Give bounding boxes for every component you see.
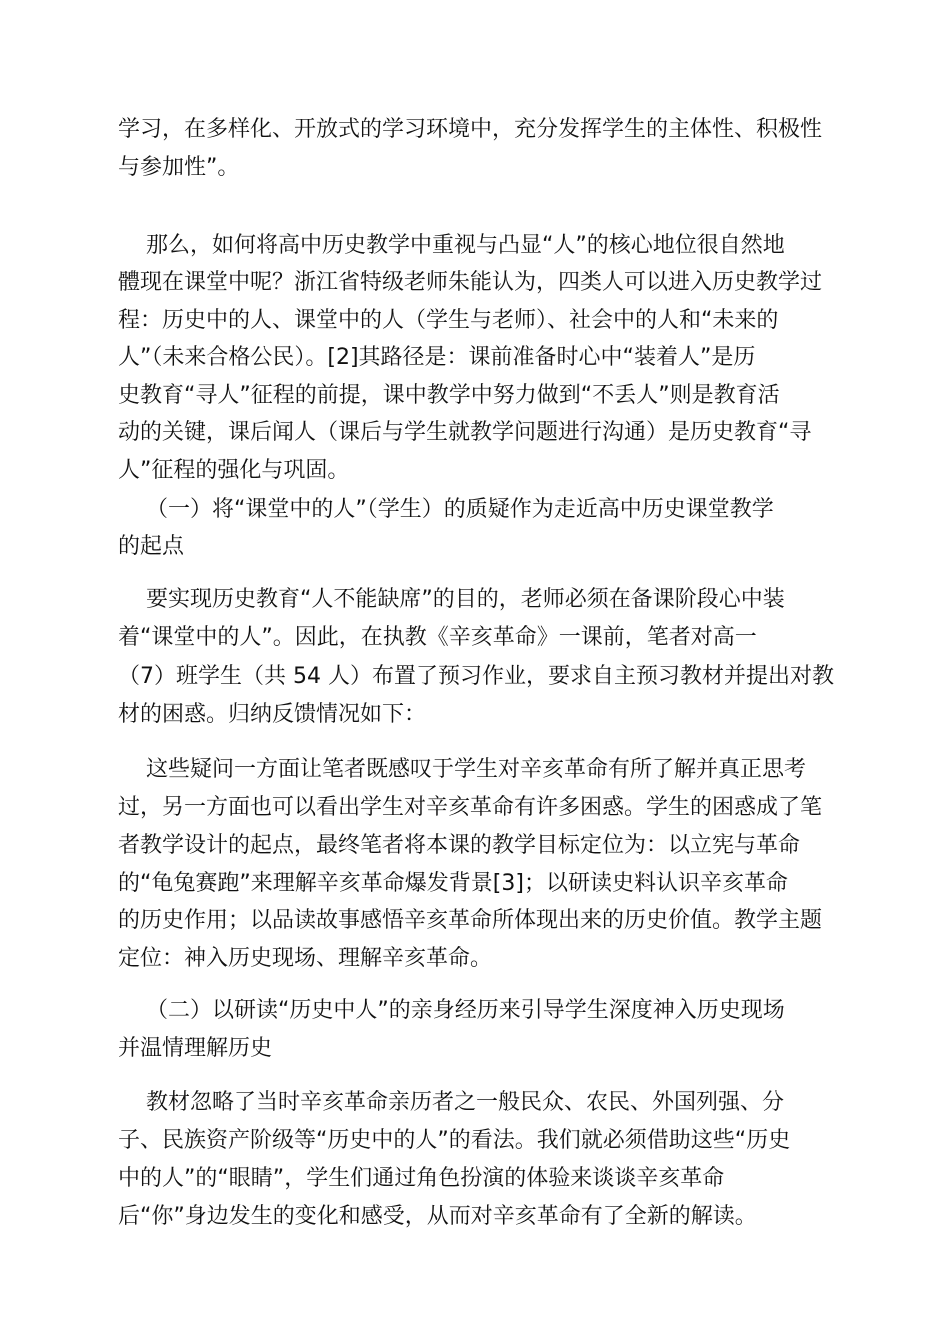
paragraph-3-line-1: 要实现历史教育“人不能缺席”的目的，老师必须在备课阶段心中装: [118, 587, 785, 612]
section-heading-2-line-2: 并温情理解历史: [118, 1036, 273, 1061]
paragraph-5-line-2: 子、民族资产阶级等“历史中的人”的看法。我们就必须借助这些“历史: [118, 1128, 791, 1153]
paragraph-1-line-2: 与参加性”。: [118, 155, 240, 180]
paragraph-2-line-3: 程：历史中的人、课堂中的人（学生与老师）、社会中的人和“未来的: [118, 308, 779, 333]
paragraph-2-line-6: 动的关键，课后闻人（课后与学生就教学问题进行沟通）是历史教育“寻: [118, 420, 812, 445]
paragraph-4-line-1: 这些疑问一方面让笔者既感叹于学生对辛亥革命有所了解并真正思考: [118, 757, 806, 782]
paragraph-3-line-3: （7）班学生（共 54 人）布置了预习作业，要求自主预习教材并提出对教: [118, 664, 834, 689]
paragraph-2-line-4: 人”（未来合格公民）。[2]其路径是：课前准备时心中“装着人”是历: [118, 345, 756, 370]
paragraph-3-line-2: 着“课堂中的人”。因此，在执教《辛亥革命》一课前，笔者对高一: [118, 625, 757, 650]
paragraph-4-line-4: 的“龟兔赛跑”来理解辛亥革命爆发背景[3]；以研读史料认识辛亥革命: [118, 871, 788, 896]
paragraph-4-line-6: 定位：神入历史现场、理解辛亥革命。: [118, 946, 493, 971]
paragraph-1-line-1: 学习，在多样化、开放式的学习环境中，充分发挥学生的主体性、积极性: [118, 117, 823, 142]
section-heading-1-line-2: 的起点: [118, 534, 185, 559]
paragraph-4-line-3: 者教学设计的起点，最终笔者将本课的教学目标定位为：以立宪与革命: [118, 833, 801, 858]
paragraph-5-line-4: 后“你”身边发生的变化和感受，从而对辛亥革命有了全新的解读。: [118, 1204, 757, 1229]
section-heading-1-line-1: （一）将“课堂中的人”（学生）的质疑作为走近高中历史课堂教学: [118, 497, 774, 522]
paragraph-2-line-7: 人”征程的强化与巩固。: [118, 458, 350, 483]
paragraph-2-line-2: 體现在课堂中呢？浙江省特级老师朱能认为，四类人可以进入历史教学过: [118, 270, 823, 295]
paragraph-3-line-4: 材的困惑。归纳反馈情况如下：: [118, 702, 427, 727]
paragraph-5-line-3: 中的人”的“眼睛”，学生们通过角色扮演的体验来谈谈辛亥革命: [118, 1166, 725, 1191]
paragraph-4-line-5: 的历史作用；以品读故事感悟辛亥革命所体现出来的历史价值。教学主题: [118, 908, 823, 933]
paragraph-2-line-1: 那么，如何将高中历史教学中重视与凸显“人”的核心地位很自然地: [118, 233, 785, 258]
paragraph-5-line-1: 教材忽略了当时辛亥革命亲历者之一般民众、农民、外国列强、分: [118, 1090, 784, 1115]
section-heading-2-line-1: （二）以研读“历史中人”的亲身经历来引导学生深度神入历史现场: [118, 998, 785, 1023]
paragraph-2-line-5: 史教育“寻人”征程的前提，课中教学中努力做到“不丢人”则是教育活: [118, 383, 780, 408]
paragraph-4-line-2: 过，另一方面也可以看出学生对辛亥革命有许多困惑。学生的困惑成了笔: [118, 795, 823, 820]
